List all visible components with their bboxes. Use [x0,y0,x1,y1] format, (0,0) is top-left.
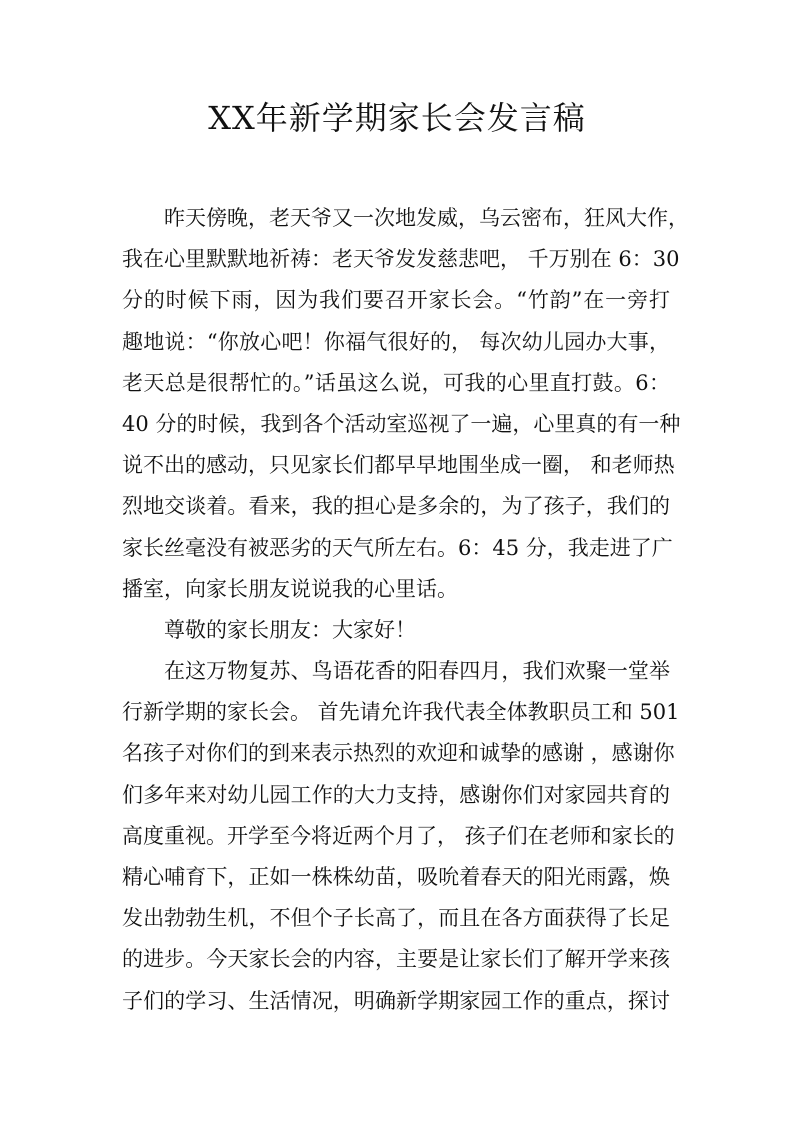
text-line: 分的时候下雨，因为我们要召开家长会。“竹韵”在一旁打 [122,288,670,313]
text-line: 精心哺育下，正如一株株幼苗，吸吮着春天的阳光雨露，焕 [122,865,670,889]
text-line: 们多年来对幼儿园工作的大力支持，感谢你们对家园共育的 [122,782,670,807]
text-line: 在这万物复苏、鸟语花香的阳春四月，我们欢聚一堂举 [164,659,670,684]
text-line: 行新学期的家长会。 首先请允许我代表全体教职员工和 501 [122,700,680,725]
text-line: 尊敬的家长朋友：大家好！ [164,617,416,642]
text-line: 烈地交谈着。看来，我的担心是多余的，为了孩子，我们的 [122,494,670,519]
text-line: 的进步。今天家长会的内容，主要是让家长们了解开学来孩 [122,947,670,972]
text-line: 40 分的时候，我到各个活动室巡视了一遍，心里真的有一种 [122,411,681,436]
text-line: 名孩子对你们的到来表示热烈的欢迎和诚挚的感谢 ，感谢你 [122,741,675,766]
document-body [122,198,689,1022]
text-line: 播室，向家长朋友说说我的心里话。 [122,576,458,601]
paragraph-1 [122,198,689,610]
text-line: 子们的学习、生活情况，明确新学期家园工作的重点，探讨 [122,988,670,1013]
text-line: 老天总是很帮忙的。”话虽这么说，可我的心里直打鼓。6： [122,370,670,395]
paragraph-3 [122,651,680,1022]
paragraph-2 [122,610,670,651]
text-line: 发出勃勃生机，不但个子长高了，而且在各方面获得了长足 [122,906,670,931]
text-line: 家长丝毫没有被恶劣的天气所左右。6：45 分，我走进了广 [122,535,673,560]
text-line: 我在心里默默地祈祷：老天爷发发慈悲吧， 千万别在 6：30 [122,247,680,272]
document-title: XX年新学期家长会发言稿 [208,99,586,137]
text-line: 趣地说：“你放心吧！你福气很好的， 每次幼儿园办大事， [122,329,670,354]
text-line: 高度重视。开学至今将近两个月了， 孩子们在老师和家长的 [122,823,675,848]
text-line: 说不出的感动，只见家长们都早早地围坐成一圈， 和老师热 [122,453,675,478]
text-line: 昨天傍晚，老天爷又一次地发威，乌云密布，狂风大作， [164,206,689,230]
